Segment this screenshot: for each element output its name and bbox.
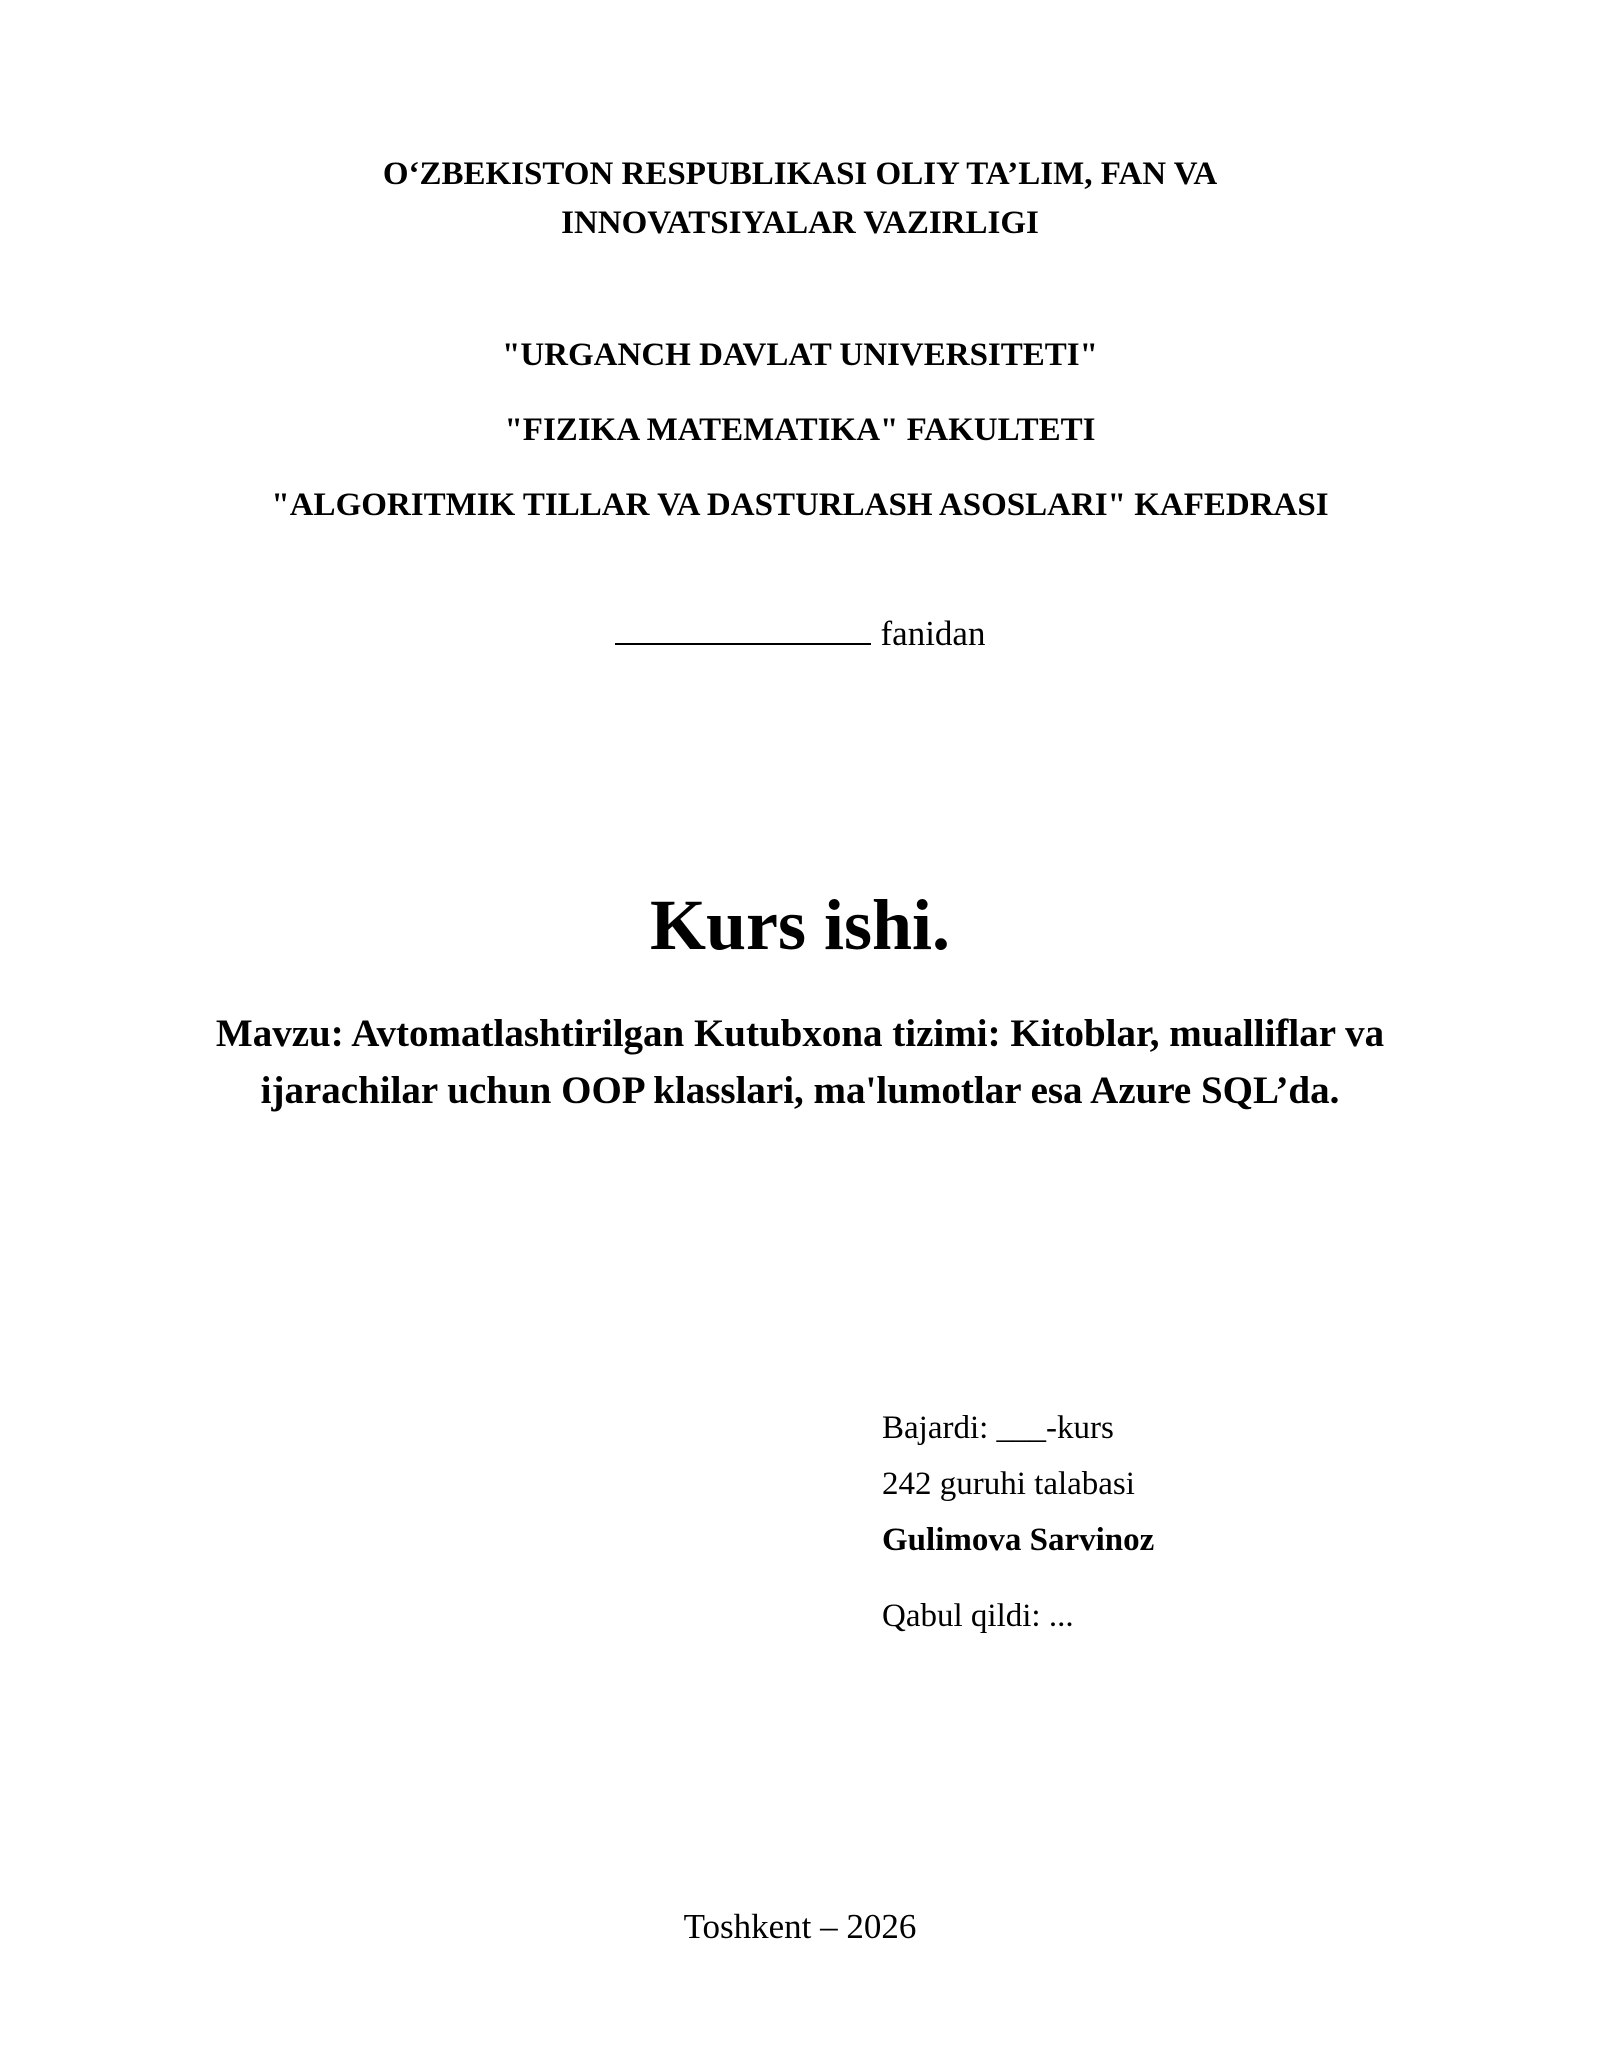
topic-heading [200,1005,1400,1119]
ministry-heading [0,150,1600,248]
department-name: "ALGORITMIK TILLAR VA DASTURLASH ASOSLARI" KAFEDRASI [271,487,1329,523]
ministry-line-1: O‘ZBEKISTON RESPUBLIKASI OLIY TA’LIM, FAN VA [382,156,1218,192]
performed-by: Bajardi: ___-kurs [882,1410,1114,1446]
group-info: 242 guruhi talabasi [882,1466,1135,1502]
accepted-by: Qabul qildi: ... [882,1598,1074,1634]
subject-blank-underline [615,613,871,645]
student-name: Gulimova Sarvinoz [882,1522,1155,1558]
subject-suffix: fanidan [880,614,986,653]
ministry-line-2: INNOVATSIYALAR VAZIRLIGI [561,205,1039,241]
topic-line-2: ijarachilar uchun OOP klasslari, ma'lumotlar esa Azure SQL’da. [260,1069,1340,1112]
faculty-name: "FIZIKA MATEMATIKA" FAKULTETI [504,412,1096,448]
document-title: Kurs ishi. [649,885,951,965]
subject-line [0,612,1600,656]
author-info [882,1400,1154,1644]
city-year-footer: Toshkent – 2026 [683,1907,917,1946]
university-name: "URGANCH DAVLAT UNIVERSITETI" [502,337,1098,373]
topic-line-1: Mavzu: Avtomatlashtirilgan Kutubxona tizimi: Kitoblar, mualliflar va [215,1012,1385,1055]
